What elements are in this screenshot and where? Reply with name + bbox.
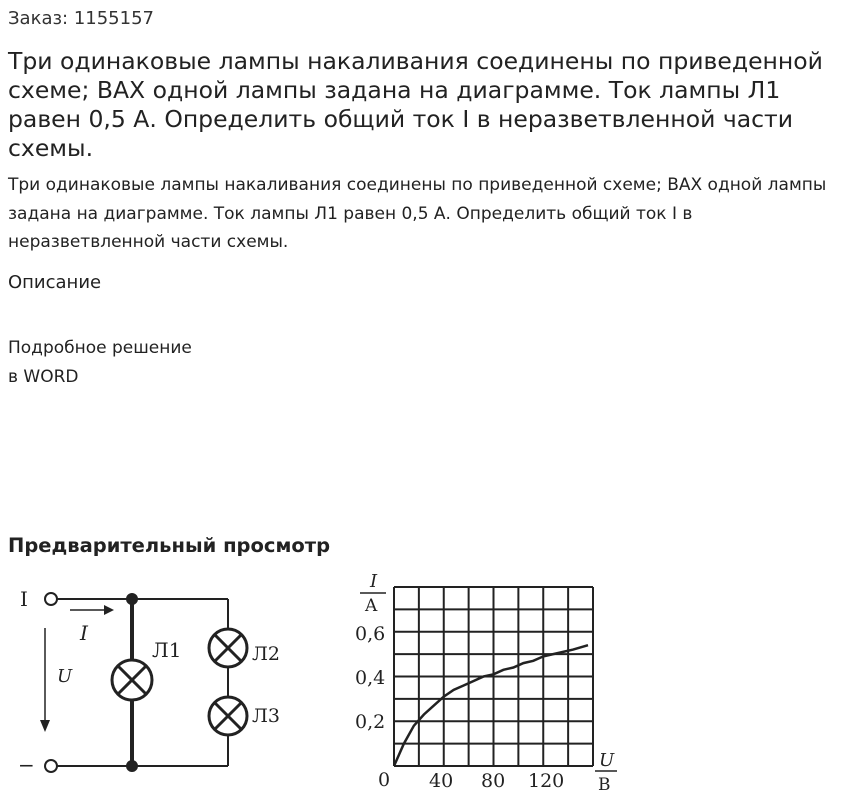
- y-tick-label: 0,2: [355, 711, 386, 733]
- terminal-bottom: [45, 760, 57, 772]
- y-tick-label: 0,4: [355, 667, 386, 689]
- terminal-plus-label: I: [20, 587, 28, 611]
- node-bottom: [127, 761, 137, 771]
- x-axis-label-numerator: U: [599, 750, 615, 771]
- terminal-top: [45, 593, 57, 605]
- preview-heading: Предварительный просмотр: [8, 534, 331, 557]
- x-tick-label: 120: [528, 770, 565, 792]
- solution-note-line: в WORD: [8, 367, 79, 387]
- x-tick-label: 80: [481, 770, 506, 792]
- x-tick-label: 0: [378, 769, 391, 791]
- y-tick-label: 0,6: [355, 623, 386, 645]
- page-title: Три одинаковые лампы накаливания соединены по приведенной схеме; ВАХ одной лампы задана на диаграмме. Ток лампы Л1 равен 0,5 А. Определить общий ток I в неразветвленной части схемы.: [8, 47, 823, 162]
- preview-image: [0, 570, 847, 804]
- x-tick-label: 40: [429, 770, 454, 792]
- iv-characteristic-chart: [355, 571, 617, 795]
- x-axis-label-denominator: В: [598, 775, 611, 795]
- y-axis-label-numerator: I: [370, 571, 378, 592]
- voltage-label: U: [57, 666, 73, 687]
- description-section-label: Описание: [8, 272, 102, 293]
- y-axis-label-denominator: A: [365, 596, 378, 616]
- solution-note: [8, 334, 192, 392]
- lamp-3-label: Л3: [252, 705, 280, 727]
- task-description: Три одинаковые лампы накаливания соединены по приведенной схеме; ВАХ одной лампы задана на диаграмме. Ток лампы Л1 равен 0,5 А. Определить общий ток I в неразветвленной части схемы.: [8, 175, 827, 252]
- lamp-2-label: Л2: [252, 643, 280, 665]
- order-number: Заказ: 1155157: [8, 8, 154, 29]
- terminal-minus-label: −: [18, 753, 35, 777]
- lamp-1-label: Л1: [152, 638, 182, 662]
- solution-note-line: Подробное решение: [8, 338, 192, 358]
- chart-grid: [394, 587, 593, 766]
- node-top: [127, 594, 137, 604]
- chart-series-line: [394, 645, 588, 766]
- current-label: I: [80, 621, 88, 645]
